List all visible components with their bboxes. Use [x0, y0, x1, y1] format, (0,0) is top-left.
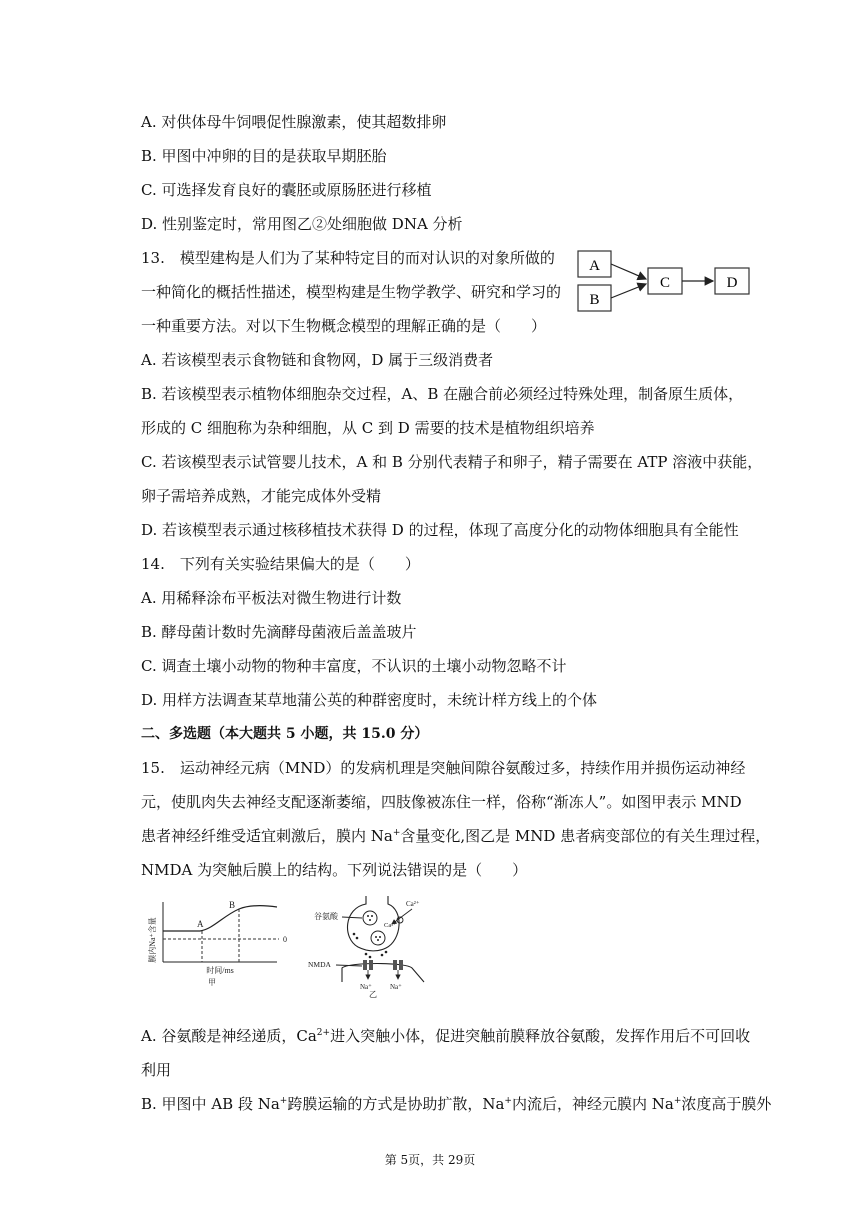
q14-option-a: A. 用稀释涂布平板法对微生物进行计数	[141, 589, 402, 607]
box-d	[715, 268, 749, 294]
q13-model-diagram	[575, 248, 755, 314]
svg-text:A: A	[589, 258, 600, 274]
q14-option-b: B. 酵母菌计数时先滴酵母菌液后盖盖玻片	[141, 623, 417, 641]
figure-yi	[308, 894, 446, 990]
figure-yi-caption: 乙	[369, 990, 377, 999]
yi-na-right: Na⁺	[390, 983, 402, 990]
jia-curve	[163, 906, 277, 931]
q15-stem-line2: 元，使肌肉失去神经支配逐渐萎缩，四肢像被冻住一样，俗称“渐冻人”。如图甲表示 MND	[141, 793, 742, 811]
jia-xlabel: 时间/ms	[206, 966, 234, 975]
q15-stem-line1: 15. 运动神经元病（MND）的发病机理是突触间隙谷氨酸过多，持续作用并损伤运动神经	[141, 759, 746, 777]
yi-nmda-label: NMDA	[308, 960, 331, 969]
q13-option-c-line1: C. 若该模型表示试管婴儿技术，A 和 B 分别代表精子和卵子，精子需要在 ATP 溶液中获能，	[141, 453, 763, 471]
q13-option-a: A. 若该模型表示食物链和食物网，D 属于三级消费者	[141, 351, 494, 369]
box-a	[578, 251, 611, 277]
yi-ca-top: Ca²⁺	[406, 900, 420, 908]
figure-jia	[145, 896, 295, 988]
jia-point-b: B	[229, 900, 236, 910]
q14-option-c: C. 调查土壤小动物的物种丰富度，不认识的土壤小动物忽略不计	[141, 657, 567, 675]
q14-stem: 14. 下列有关实验结果偏大的是（ ）	[141, 555, 420, 573]
svg-text:B: B	[589, 292, 600, 308]
arrow-b-c	[611, 284, 646, 298]
jia-ylabel: 膜内Na⁺含量	[148, 917, 157, 963]
box-c	[648, 268, 682, 294]
yi-vesicle-top	[363, 911, 377, 925]
jia-caption: 甲	[208, 978, 216, 987]
jia-point-a: A	[197, 919, 204, 929]
q13-option-b-line1: B. 若该模型表示植物体细胞杂交过程，A、B 在融合前必须经过特殊处理，制备原生质体，	[141, 385, 744, 403]
yi-vesicle-bottom	[371, 931, 385, 945]
q13-stem-line3: 一种重要方法。对以下生物概念模型的理解正确的是（ ）	[141, 317, 547, 335]
q15-stem-line4: NMDA 为突触后膜上的结构。下列说法错误的是（ ）	[141, 861, 528, 879]
q13-option-d: D. 若该模型表示通过核移植技术获得 D 的过程，体现了高度分化的动物体细胞具有全能性	[141, 521, 739, 539]
section-heading: 二、多选题（本大题共 5 小题，共 15.0 分）	[141, 726, 429, 742]
jia-zero-label: 0	[283, 935, 287, 944]
q15-option-a-line2: 利用	[141, 1061, 172, 1079]
q12-option-c: C. 可选择发育良好的囊胚或原肠胚进行移植	[141, 181, 432, 199]
q15-stem-line3: 患者神经纤维受适宜刺激后，膜内 Na+含量变化,图乙是 MND 患者病变部位的有关生理过程，	[141, 827, 771, 845]
q14-option-d: D. 用样方法调查某草地蒲公英的种群密度时，未统计样方线上的个体	[141, 691, 598, 709]
q12-option-a: A. 对供体母牛饲喂促性腺激素，使其超数排卵	[141, 113, 447, 131]
q15-option-a-line1: A. 谷氨酸是神经递质，$Ca^{2+}$进入突触小体，促进突触前膜释放谷氨酸，发挥作用后不可回收	[141, 1027, 751, 1045]
q15-option-b: B. 甲图中 AB 段 Na+跨膜运输的方式是协助扩散，Na+内流后，神经元膜内 Na+浓度高于膜外	[141, 1095, 772, 1113]
yi-na-left: Na⁺	[360, 983, 372, 990]
q13-stem-line1: 13. 模型建构是人们为了某种特定目的而对认识的对象所做的	[141, 249, 555, 267]
box-b	[578, 285, 611, 311]
svg-text:C: C	[659, 275, 671, 291]
yi-nmda-receptor-right	[393, 960, 403, 970]
yi-glutamate-label: 谷氨酸	[314, 912, 338, 921]
q13-option-b-line2: 形成的 C 细胞称为杂种细胞，从 C 到 D 需要的技术是植物组织培养	[141, 419, 595, 437]
q13-option-c-line2: 卵子需培养成熟，才能完成体外受精	[141, 487, 382, 505]
yi-nmda-receptor-left	[363, 960, 373, 970]
q13-stem-line2: 一种简化的概括性描述，模型构建是生物学教学、研究和学习的	[141, 283, 562, 301]
arrow-a-c	[611, 264, 646, 279]
yi-ca-inside: Ca²⁺	[384, 922, 397, 929]
page-footer: 第 5页，共 29页	[384, 1153, 476, 1167]
q12-option-b: B. 甲图中冲卵的目的是获取早期胚胎	[141, 147, 387, 165]
yi-postsynaptic-membrane	[342, 964, 424, 983]
svg-text:D: D	[726, 275, 738, 291]
q12-option-d: D. 性别鉴定时，常用图乙②处细胞做 DNA 分析	[141, 215, 463, 233]
